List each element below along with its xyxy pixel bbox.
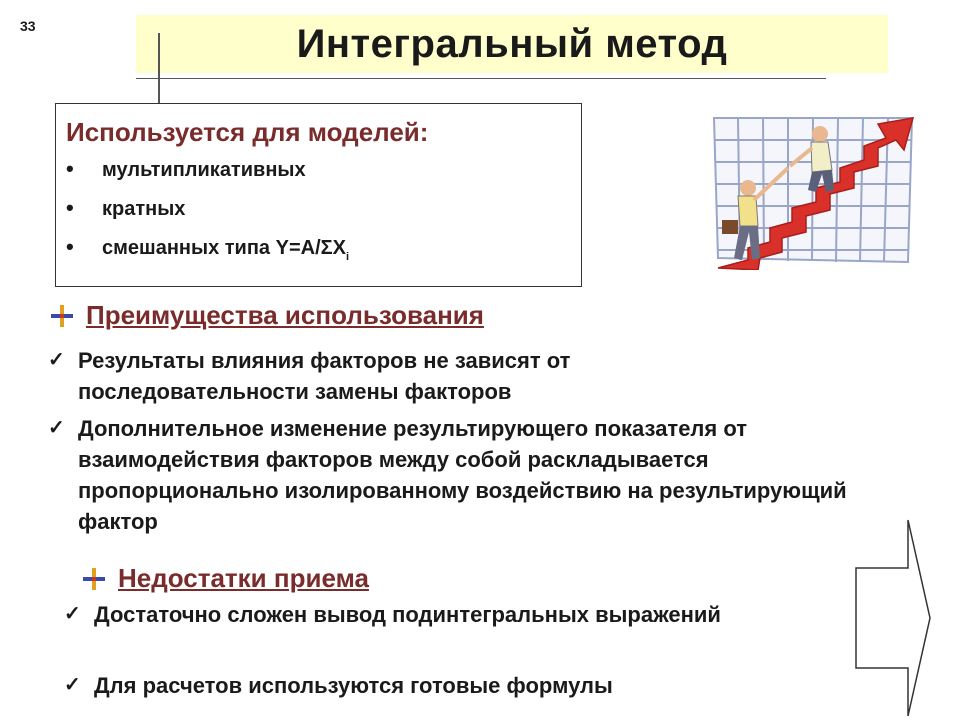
title-divider-vertical: [158, 33, 160, 103]
model-bullet: [66, 195, 186, 221]
model-bullet: [66, 234, 350, 263]
advantage-text: Дополнительное изменение результирующего показателя от взаимодействия факторов между собой раскладывается пропорционально изолированному воздействию на результирующий фактор: [78, 416, 847, 534]
plus-cross-icon: [50, 304, 74, 328]
slide-title: Интегральный метод: [296, 21, 728, 66]
disadvantage-text: Для расчетов используются готовые формулы: [94, 673, 613, 698]
checkmark-icon: ✓: [48, 417, 65, 439]
checkmark-icon: ✓: [64, 603, 81, 625]
bullet-dot-icon: •: [66, 234, 74, 259]
advantage-text: Результаты влияния факторов не зависят от последовательности замены факторов: [78, 348, 571, 404]
disadvantages-heading: Недостатки приема: [118, 563, 369, 593]
disadvantage-text: Достаточно сложен вывод подинтегральных выражений: [94, 602, 721, 627]
next-arrow-icon[interactable]: [850, 518, 934, 718]
title-divider-horizontal: [136, 78, 826, 79]
bullet-dot-icon: •: [66, 156, 74, 181]
title-bar: [136, 15, 888, 73]
model-bullet-text: мультипликативных: [102, 159, 306, 181]
model-bullet-text: кратных: [102, 198, 186, 220]
slide-number: 33: [20, 18, 36, 34]
advantage-item: [48, 413, 908, 537]
models-box: [55, 103, 582, 287]
disadvantage-item: [64, 670, 764, 701]
model-bullet-text: смешанных типа Y=A/ΣX: [102, 237, 346, 259]
bullet-dot-icon: •: [66, 195, 74, 220]
climbing-businessmen-illustration: [708, 110, 918, 270]
advantages-heading: Преимущества использования: [86, 300, 484, 330]
disadvantages-header: [82, 563, 369, 594]
models-heading: Используется для моделей:: [66, 117, 429, 147]
model-bullet: [66, 156, 306, 182]
disadvantage-item: [64, 599, 744, 630]
formula-subscript: i: [345, 251, 350, 263]
plus-cross-icon: [82, 567, 106, 591]
advantages-header: [50, 300, 484, 331]
checkmark-icon: ✓: [64, 674, 81, 696]
advantage-item: [48, 345, 708, 407]
checkmark-icon: ✓: [48, 349, 65, 371]
